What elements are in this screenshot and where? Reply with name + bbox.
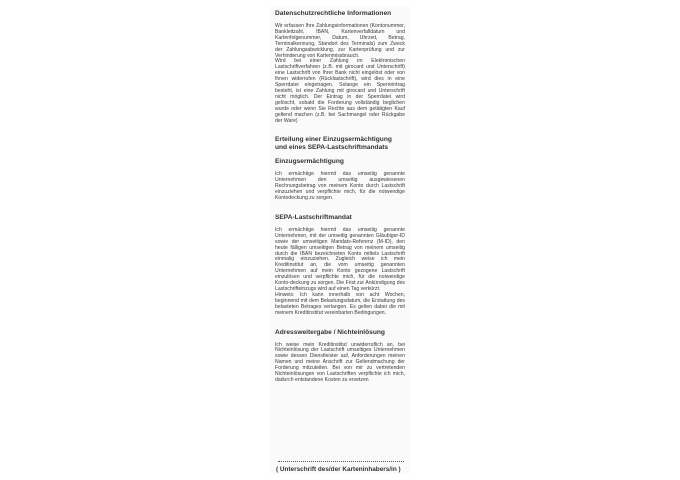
sepa-text: Ich ermächtige hiermit das umseitig genannte Unternehmen, mit der umseitig genannten Gläubiger-ID sowie der umseitigen Mandats-Referenz (M-ID), den heute fälligen umseitigen Betrag von meinem umseitig durch die IBAN bezeichneten Konto mittels Lastschrift einmalig einzuziehen. Zugleich weise ich mein Kreditinstitut an, die vom umseitig genannten Unternehmen auf mein Konto gezogene Lastschrift einzulösen und verpflichte mich, für die notwendige Konto-deckung zu sorgen. Die Frist zur Ankündigung des Lastschrifteinzugs wird auf einen Tag verkürzt. <box>275 226 405 292</box>
spacer <box>275 317 405 329</box>
signature-line <box>278 461 404 462</box>
receipt-document <box>270 6 410 474</box>
privacy-paragraph-1: Wir erfassen Ihre Zahlungsinformationen (Kontonummer, Bankleitzahl, IBAN, Kartenverfalldatum und Kartenfolgenummer, Datum, Uhrzeit, Betrag, Terminalkennung, Standort des Terminals) zum Zweck der Zahlungsabwicklung, zur Kartenprüfung und zur Verhinderung von Kartenmissbrauch. <box>275 23 405 59</box>
mandate-heading: Erteilung einer Einzugsermächtigung und eines SEPA-Lastschriftmandats <box>275 136 392 152</box>
sepa-note: Hinweis: Ich kann innerhalb von acht Wochen, beginnend mit dem Belastungsdatum, die Erstattung des belasteten Betrages verlangen. Es gelten dabei die mit meinem Kreditinstitut vereinbarten Bedingungen. <box>275 291 405 316</box>
direct-debit-text: Ich ermächtige hiermit das umseitig genannte Unternehmen den umseitig ausgewiesenen Rechnungsbetrag von meinem Konto durch Lastschrift einzuziehen und verpflichte mich, für die notwendige Kontodeckung zu sorgen. <box>275 171 405 202</box>
direct-debit-heading: Einzugsermächtigung <box>275 158 344 166</box>
privacy-paragraph-2: Wird bei einer Zahlung im Elektronischen Lastschriftverfahren (z.B. mit girocard und Unterschrift) eine Lastschrift von Ihrer Bank nicht eingelöst oder von Ihnen widerrufen (Rücklastschrift), wird dies in eine Sperrdatei eingetragen. Solange ein Sperreintrag besteht, ist eine Zahlung mit girocard und Unterschrift nicht möglich. Der Eintrag in der Sperrdatei wird gelöscht, sobald die Forderung vollständig beglichen wurde oder wenn Sie Rechte aus dem getätigten Kauf geltend machen (z.B. bei Sachmangel oder Rückgabe der Ware) <box>275 58 405 124</box>
sepa-heading: SEPA-Lastschriftmandat <box>275 213 352 221</box>
spacer <box>275 124 405 136</box>
address-text: Ich weise mein Kreditinstitut unwiderruflich an, bei Nichteinlösung der Lastschrift umseitiges Unternehmen sowie dessen Dienstleister auf, Anforderungen meinen Namen und meine Anschrift zur Geltendmachung der Forderung mitzuteilen. Bei von mir zu vertretenden Nichteinlösungen von Lastschriften verpflichte ich mich, dadurch entstandene Kosten zu ersetzen <box>275 341 405 383</box>
privacy-heading: Datenschutzrechtliche Informationen <box>275 10 392 17</box>
spacer <box>275 202 405 214</box>
signature-label: ( Unterschrift des/der Karteninhabers/in ) <box>276 466 401 473</box>
address-heading: Adressweitergabe / Nichteinlösung <box>275 328 385 336</box>
